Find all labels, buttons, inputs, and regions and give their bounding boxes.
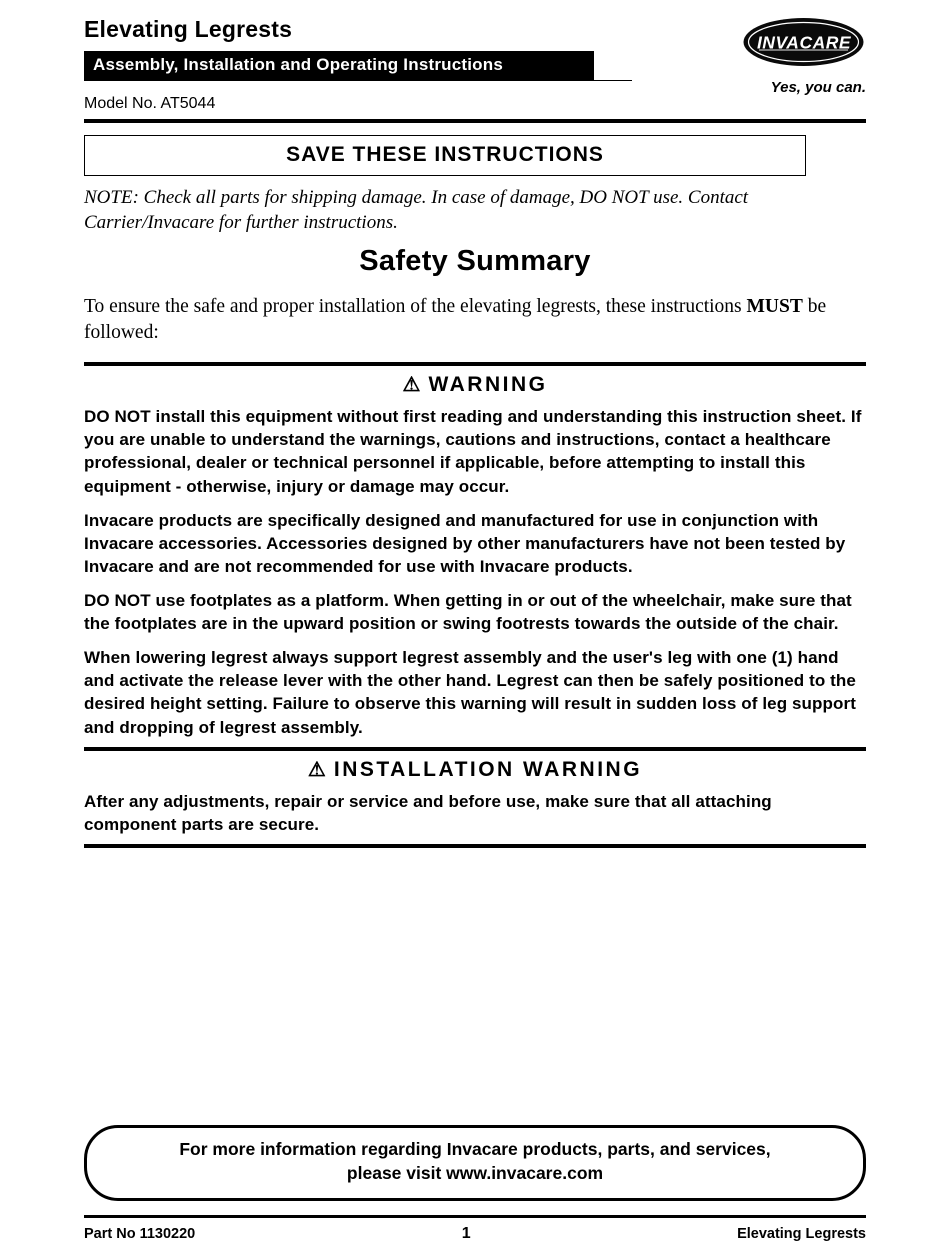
installation-warning-bottom-rule: [84, 844, 866, 848]
footer-page-number: 1: [461, 1225, 471, 1242]
footer: [84, 1218, 866, 1243]
save-instructions-box: SAVE THESE INSTRUCTIONS: [84, 135, 806, 176]
invacare-logo-text: INVACARE: [756, 32, 852, 53]
warning-heading: [84, 372, 866, 397]
warning-heading-label: WARNING: [428, 373, 548, 397]
installation-warning-heading-label: INSTALLATION WARNING: [333, 757, 643, 781]
header-left: [84, 16, 736, 113]
header: [84, 16, 866, 113]
page-title: Elevating Legrests: [84, 16, 293, 42]
warning-paragraph: Invacare products are specifically designed and manufactured for use in conjunction with Invacare accessories. Accessories designed by other manufacturers have not been tested by Invacare and are not recommended for use with Invacare products.: [84, 510, 846, 576]
invacare-logo-icon: [741, 16, 866, 70]
footer-part-number: Part No 1130220: [84, 1226, 196, 1242]
installation-warning-top-rule: [84, 747, 866, 751]
warning-paragraph: When lowering legrest always support legrest assembly and the user's leg with one (1) hand and activate the release lever with the other hand. Legrest can then be safely positioned to the desired height setting. Failure to observe this warning will result in sudden loss of leg support and dropping of legrest assembly.: [84, 648, 856, 737]
subtitle-bar: Assembly, Installation and Operating Instructions: [84, 51, 594, 80]
warning-triangle-icon: ⚠: [307, 758, 326, 781]
warning-paragraph: DO NOT install this equipment without first reading and understanding this instruction sheet. If you are unable to understand the warnings, cautions and instructions, contact a healthcare professional, dealer or technical personnel if applicable, before attempting to install this equipment - otherwise, injury or damage may occur.: [84, 407, 862, 496]
more-info-box: [84, 1125, 866, 1200]
warning-top-rule: [84, 362, 866, 366]
subtitle-bar-wrap: [84, 51, 632, 81]
more-info-line1: For more information regarding Invacare products, parts, and services,: [179, 1139, 771, 1160]
model-number: Model No. AT5044: [84, 95, 216, 112]
safety-intro-pre: To ensure the safe and proper installation of the elevating legrests, these instructions: [84, 296, 747, 318]
warning-body: [84, 405, 866, 738]
header-right: [736, 16, 866, 96]
safety-intro-post: be followed:: [84, 296, 827, 344]
more-info-line2: please visit www.invacare.com: [346, 1162, 604, 1183]
safety-intro: [84, 294, 854, 346]
header-rule: [84, 119, 866, 123]
bottom-block: [84, 1125, 866, 1243]
installation-warning-body: [84, 790, 866, 836]
tagline: Yes, you can.: [770, 79, 866, 96]
safety-intro-must: MUST: [746, 296, 803, 318]
footer-doc-title: Elevating Legrests: [737, 1226, 866, 1242]
shipping-note: NOTE: Check all parts for shipping damage. In case of damage, DO NOT use. Contact Carrier/Invacare for further instructions.: [84, 187, 749, 233]
warning-paragraph: DO NOT use footplates as a platform. When getting in or out of the wheelchair, make sure that the footplates are in the upward position or swing footrests towards the outside of the chair.: [84, 590, 852, 634]
warning-triangle-icon: ⚠: [402, 374, 421, 397]
safety-summary-title: Safety Summary: [359, 245, 591, 278]
installation-warning-paragraph: After any adjustments, repair or service and before use, make sure that all attaching component parts are secure.: [84, 791, 772, 834]
installation-warning-heading: [84, 757, 866, 782]
